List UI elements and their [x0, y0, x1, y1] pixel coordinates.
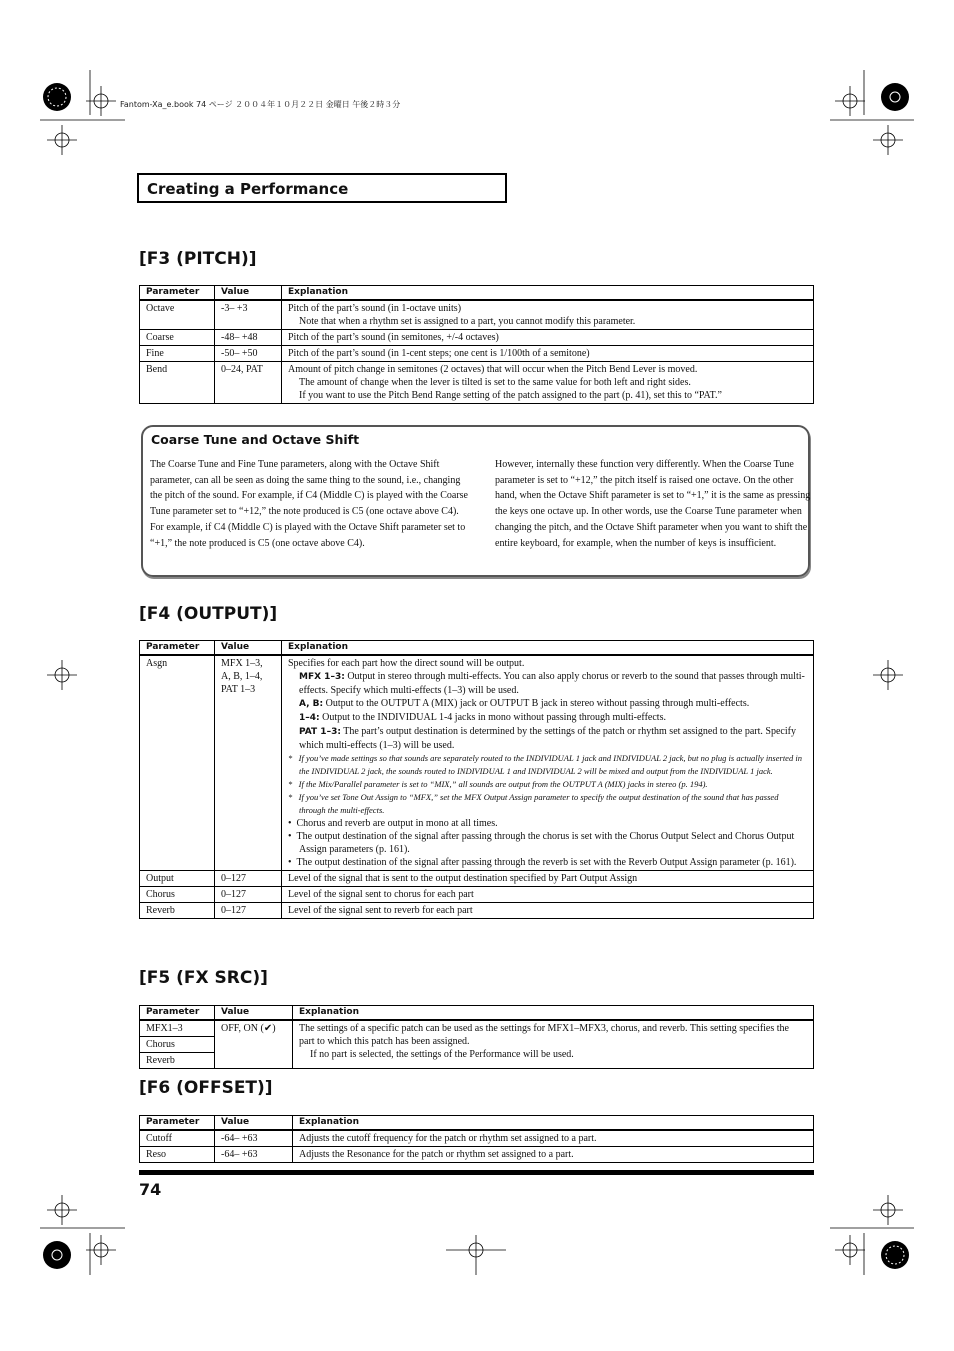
explanation-text: Specifies for each part how the direct sound will be output.: [288, 658, 525, 669]
option-desc: Output to the INDIVIDUAL 1-4 jacks in mono without passing through multi-effects.: [319, 712, 666, 723]
col-header: Value: [215, 286, 282, 301]
value-line: MFX 1–3,: [221, 658, 263, 669]
table-row: [140, 655, 814, 871]
table-row: [140, 1147, 814, 1163]
fx-src-table: [139, 1005, 814, 1069]
value-cell: 0–24, PAT: [215, 362, 282, 404]
note-item: * If the Mix/Parallel parameter is set to “MIX,” all sounds are output from the OUTPUT A (MIX) jacks in stereo (p. 194).: [288, 779, 708, 789]
option-label: MFX 1–3:: [299, 672, 345, 682]
note-text: If the Mix/Parallel parameter is set to “MIX,” all sounds are output from the OUTPUT A (MIX) jacks in stereo (p. 194).: [298, 779, 708, 789]
table-header-row: [140, 286, 814, 301]
col-header: Parameter: [140, 641, 215, 656]
sidebar-title: Coarse Tune and Octave Shift: [151, 432, 360, 447]
col-header: Parameter: [140, 1116, 215, 1131]
table-header-row: [140, 1116, 814, 1131]
table-header-row: [140, 641, 814, 656]
explanation-cell: Adjusts the cutoff frequency for the patch or rhythm set assigned to a part.: [293, 1130, 814, 1147]
explanation-text: The amount of change when the lever is tilted is set to the same value for both left and right sides.: [299, 377, 691, 388]
option-label: 1–4:: [299, 713, 320, 723]
col-header: Value: [215, 1006, 293, 1021]
section-heading-f6: [F6 (OFFSET)]: [139, 1078, 273, 1098]
explanation-text: If no part is selected, the settings of the Performance will be used.: [310, 1049, 574, 1060]
col-header: Explanation: [282, 641, 814, 656]
table-row: [140, 887, 814, 903]
section-heading-f4: [F4 (OUTPUT)]: [139, 604, 278, 624]
bullet-item: • Chorus and reverb are output in mono at all times.: [288, 818, 498, 829]
value-line: A, B, 1–4,: [221, 671, 263, 682]
param-cell: Asgn: [140, 655, 215, 871]
bullet-text: The output destination of the signal after passing through the chorus is set with the Chorus Output Select and Chorus Output Assign parameters (p. 161).: [296, 831, 795, 855]
explanation-text: The settings of a specific patch can be used as the settings for MFX1–MFX3, chorus, and reverb. This setting specifies the part to which this patch has been assigned.: [299, 1023, 789, 1047]
explanation-cell: [282, 655, 814, 871]
table-row: [140, 903, 814, 919]
value-cell: 0–127: [215, 903, 282, 919]
value-cell: -50– +50: [215, 346, 282, 362]
option-text: [288, 670, 807, 697]
note-text: If you’ve made settings so that sounds are separately routed to the INDIVIDUAL 1 jack and INDIVIDUAL 2 jack, but no plug is actually inserted in the INDIVIDUAL 2 jack, the sounds routed to INDIVIDUAL 1 and INDIVIDUAL 2 will be mixed and output from the INDIVIDUAL 1 jack.: [298, 753, 802, 776]
coarse-tune-sidebar: [141, 425, 810, 577]
crop-header-text: Fantom-Xa_e.book 74 ページ ２００４年１０月２２日 金曜日 午後２時３分: [120, 100, 401, 109]
bullet-item: • The output destination of the signal after passing through the reverb is set with the Reverb Output Assign parameter (p. 161).: [288, 857, 797, 868]
param-cell: Fine: [140, 346, 215, 362]
option-text: [288, 711, 807, 725]
sidebar-right-column: However, internally these function very differently. When the Coarse Tune parameter is set to “+12,” the pitch itself is raised one octave. On the other hand, when the Octave Shift parameter is set to “+1,” it is the same as pressing the keys one octave up. In other words, use the Coarse Tune parameter when changing the pitch, and the Octave Shift parameter when you want to shift the entire keyboard, for example, when the number of keys is insufficient.: [495, 459, 811, 549]
explanation-cell: Pitch of the part’s sound (in 1-cent steps; one cent is 1/100th of a semitone): [282, 346, 814, 362]
value-cell: OFF, ON (✔): [215, 1020, 293, 1069]
option-desc: Output to the OUTPUT A (MIX) jack or OUTPUT B jack in stereo without passing through multi-effects.: [323, 698, 750, 709]
col-header: Value: [215, 641, 282, 656]
explanation-cell: Level of the signal sent to reverb for each part: [282, 903, 814, 919]
explanation-text: Amount of pitch change in semitones (2 octaves) that will occur when the Pitch Bend Lever is moved.: [288, 364, 698, 375]
value-cell: -3– +3: [215, 300, 282, 330]
option-label: A, B:: [299, 699, 324, 709]
table-row: [140, 1020, 814, 1037]
col-header: Value: [215, 1116, 293, 1131]
pitch-table: [139, 285, 814, 404]
param-cell: Coarse: [140, 330, 215, 346]
option-desc: Output in stereo through multi-effects. You can also apply chorus or reverb to the sound that passes through multi-effects. Specify which multi-effects (1–3) will be used.: [299, 671, 805, 696]
explanation-cell: [282, 362, 814, 404]
value-cell: 0–127: [215, 887, 282, 903]
section-heading-f5: [F5 (FX SRC)]: [139, 968, 268, 988]
value-cell: -64– +63: [215, 1147, 293, 1163]
bullet-item: • The output destination of the signal after passing through the chorus is set with the Chorus Output Select and Chorus Output Assign parameters (p. 161).: [288, 831, 795, 855]
sidebar-left-column: The Coarse Tune and Fine Tune parameters, along with the Octave Shift parameter, can all be seen as doing the same thing to the sound, i.e., changing the pitch of the sound. For example, if C4 (Middle C) is played with the Coarse Tune parameter set to “+12,” the note produced is C5 (one octave above C4). For example, if C4 (Middle C) is played with the Octave Shift parameter set to “+1,” the note produced is C5 (one octave above C4).: [150, 459, 468, 549]
value-cell: 0–127: [215, 871, 282, 887]
table-row: [140, 871, 814, 887]
explanation-cell: Adjusts the Resonance for the patch or rhythm set assigned to a part.: [293, 1147, 814, 1163]
explanation-cell: [282, 300, 814, 330]
table-header-row: [140, 1006, 814, 1021]
col-header: Explanation: [293, 1116, 814, 1131]
param-cell: Reverb: [140, 903, 215, 919]
param-cell: Bend: [140, 362, 215, 404]
param-cell: Output: [140, 871, 215, 887]
value-cell: -48– +48: [215, 330, 282, 346]
explanation-cell: Pitch of the part’s sound (in semitones, +/-4 octaves): [282, 330, 814, 346]
table-row: [140, 346, 814, 362]
explanation-cell: Level of the signal sent to chorus for each part: [282, 887, 814, 903]
option-label: PAT 1–3:: [299, 727, 341, 737]
note-text: If you’ve set Tone Out Assign to “MFX,” set the MFX Output Assign parameter to specify the output destination of the sound that has passed through the multi-effects.: [298, 792, 779, 815]
explanation-text: Note that when a rhythm set is assigned to a part, you cannot modify this parameter.: [299, 316, 636, 327]
chapter-title-box: [137, 173, 507, 203]
col-header: Parameter: [140, 1006, 215, 1021]
param-cell: Cutoff: [140, 1130, 215, 1147]
section-heading-f3: [F3 (PITCH)]: [139, 249, 257, 269]
footer-rule: [139, 1170, 814, 1175]
param-cell: Reso: [140, 1147, 215, 1163]
table-row: [140, 330, 814, 346]
note-item: * If you’ve set Tone Out Assign to “MFX,” set the MFX Output Assign parameter to specify the output destination of the sound that has passed through the multi-effects.: [288, 792, 779, 815]
bullet-text: Chorus and reverb are output in mono at all times.: [296, 818, 498, 829]
col-header: Explanation: [293, 1006, 814, 1021]
explanation-text: Pitch of the part’s sound (in 1-octave units): [288, 303, 462, 314]
explanation-cell: Level of the signal that is sent to the output destination specified by Part Output Assign: [282, 871, 814, 887]
col-header: Explanation: [282, 286, 814, 301]
table-row: [140, 1130, 814, 1147]
param-cell: MFX1–3: [140, 1020, 215, 1037]
param-cell: Chorus: [140, 1037, 215, 1053]
option-text: [288, 725, 807, 752]
value-line: PAT 1–3: [221, 684, 256, 695]
bullet-text: The output destination of the signal after passing through the reverb is set with the Reverb Output Assign parameter (p. 161).: [296, 857, 797, 868]
page-number: 74: [139, 1180, 162, 1199]
param-cell: Chorus: [140, 887, 215, 903]
option-desc: The part’s output destination is determined by the settings of the patch or rhythm set assigned to the part. Specify which multi-effects (1–3) will be used.: [299, 726, 796, 751]
offset-table: [139, 1115, 814, 1163]
explanation-text: If you want to use the Pitch Bend Range setting of the patch assigned to the part (p. 41), set this to “PAT.”: [299, 390, 722, 401]
explanation-cell: [293, 1020, 814, 1069]
param-cell: Reverb: [140, 1053, 215, 1069]
table-row: [140, 300, 814, 330]
note-item: * If you’ve made settings so that sounds are separately routed to the INDIVIDUAL 1 jack and INDIVIDUAL 2 jack, but no plug is actually inserted in the INDIVIDUAL 2 jack, the sounds routed to INDIVIDUAL 1 and INDIVIDUAL 2 will be mixed and output from the INDIVIDUAL 1 jack.: [288, 753, 802, 776]
value-cell: -64– +63: [215, 1130, 293, 1147]
output-table: [139, 640, 814, 919]
value-cell: [215, 655, 282, 871]
col-header: Parameter: [140, 286, 215, 301]
param-cell: Octave: [140, 300, 215, 330]
option-text: [288, 697, 807, 711]
chapter-title: Creating a Performance: [147, 180, 349, 198]
table-row: [140, 362, 814, 404]
